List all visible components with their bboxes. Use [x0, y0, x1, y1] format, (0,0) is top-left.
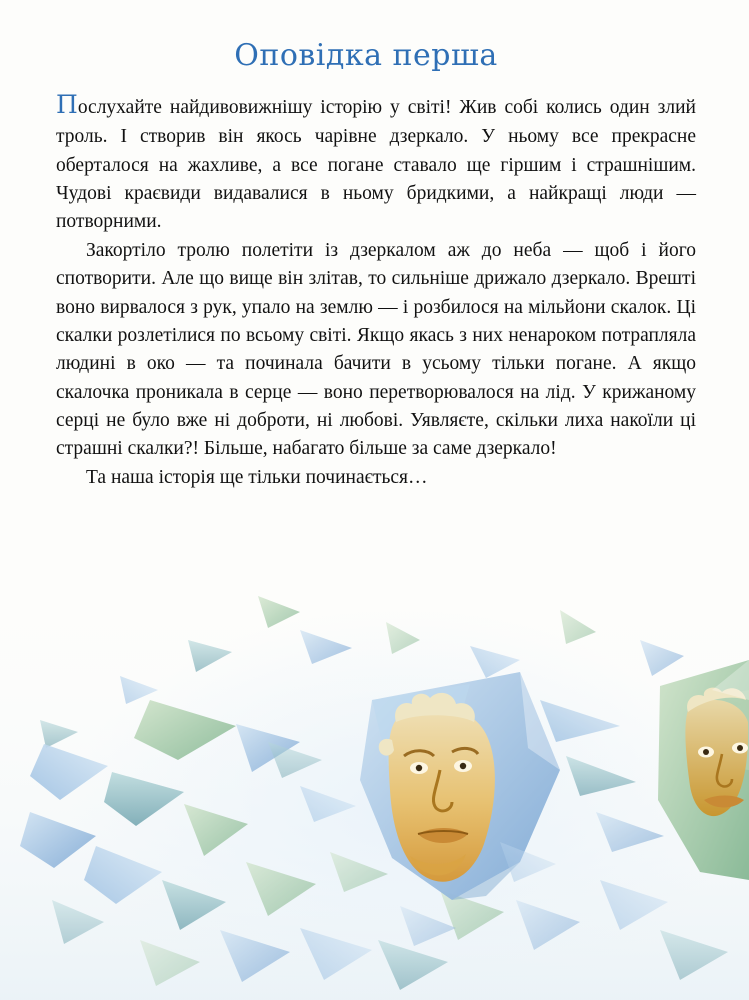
page-text-block	[56, 38, 696, 492]
paragraph-1	[56, 87, 696, 237]
paragraph-2: Закортіло тролю полетіти із дзеркалом аж до неба — щоб і його спотворити. Але що вище він злітав, то сильніше дрижало дзеркало. Врешті воно вирвалося з рук, упало на землю — і розбилося на мільйони скалок. Ці скалки розлетілися по всьому світі. Якщо якась з них ненароком потрапляла людині в око — та починала бачити в усьому тільки погане. А якщо скалочка проникала в серце — воно перетворювалося на лід. У крижаному серці не було вже ні доброти, ні любові. Уявляєте, скільки лиха накоїли ці страшні скалки?! Більше, набагато більше за саме дзеркало!	[56, 239, 696, 460]
chapter-title: Оповідка перша	[234, 38, 498, 73]
paragraph-3: Та наша історія ще тільки починається…	[86, 466, 428, 488]
drop-cap-letter: П	[56, 90, 78, 119]
paragraph-1-text: ослухайте найдивовижнішу історію у світі! Жив собі колись один злий троль. І створив він якось чарівне дзеркало. У ньому все прекрасне оберталося на жахливе, а все погане ставало ще гіршим і страшнішим. Чудові краєвиди видавалися в ньому бридкими, а найкращі люди — потворними.	[56, 97, 696, 233]
